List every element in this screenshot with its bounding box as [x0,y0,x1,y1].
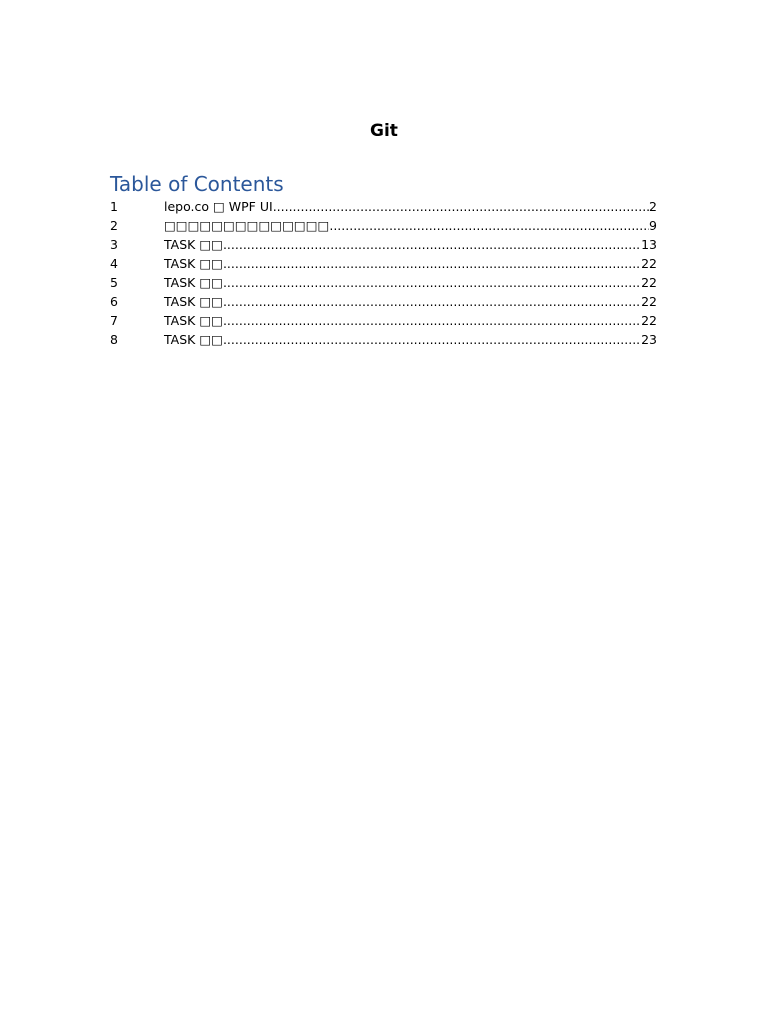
toc-dot-leader [223,292,641,311]
toc-list [110,197,657,349]
toc-entry-page: 23 [641,332,657,347]
toc-entry-page: 2 [649,199,657,214]
toc-entry-page: 22 [641,294,657,309]
toc-entry-page: 9 [649,218,657,233]
toc-entry-number: 1 [110,199,118,214]
toc-heading: Table of Contents [110,172,284,196]
toc-entry-number: 6 [110,294,118,309]
toc-entry[interactable] [110,254,657,273]
toc-entry-page: 22 [641,313,657,328]
toc-entry-number: 5 [110,275,118,290]
document-title: Git [370,121,398,141]
toc-entry-label: TASK □□ [164,275,223,290]
toc-dot-leader [223,235,641,254]
toc-dot-leader [223,254,641,273]
toc-entry-page: 22 [641,275,657,290]
toc-entry-label: TASK □□ [164,294,223,309]
toc-entry-page: 13 [641,237,657,252]
toc-dot-leader [273,197,649,216]
toc-entry[interactable] [110,311,657,330]
toc-entry[interactable] [110,235,657,254]
toc-entry-label: TASK □□ [164,256,223,271]
toc-entry-label: lepo.co □ WPF UI [164,199,273,214]
toc-dot-leader [223,330,641,349]
toc-entry-label: □□□□□□□□□□□□□□ [164,218,330,233]
toc-entry-number: 7 [110,313,118,328]
toc-entry-label: TASK □□ [164,237,223,252]
toc-entry[interactable] [110,292,657,311]
toc-entry-number: 3 [110,237,118,252]
toc-entry-label: TASK □□ [164,332,223,347]
toc-entry-label: TASK □□ [164,313,223,328]
toc-entry-number: 4 [110,256,118,271]
toc-entry[interactable] [110,330,657,349]
toc-entry[interactable] [110,273,657,292]
toc-dot-leader [223,273,641,292]
toc-entry[interactable] [110,197,657,216]
toc-entry-number: 2 [110,218,118,233]
toc-entry-number: 8 [110,332,118,347]
toc-entry-page: 22 [641,256,657,271]
toc-dot-leader [223,311,641,330]
toc-entry[interactable] [110,216,657,235]
toc-dot-leader [329,216,649,235]
